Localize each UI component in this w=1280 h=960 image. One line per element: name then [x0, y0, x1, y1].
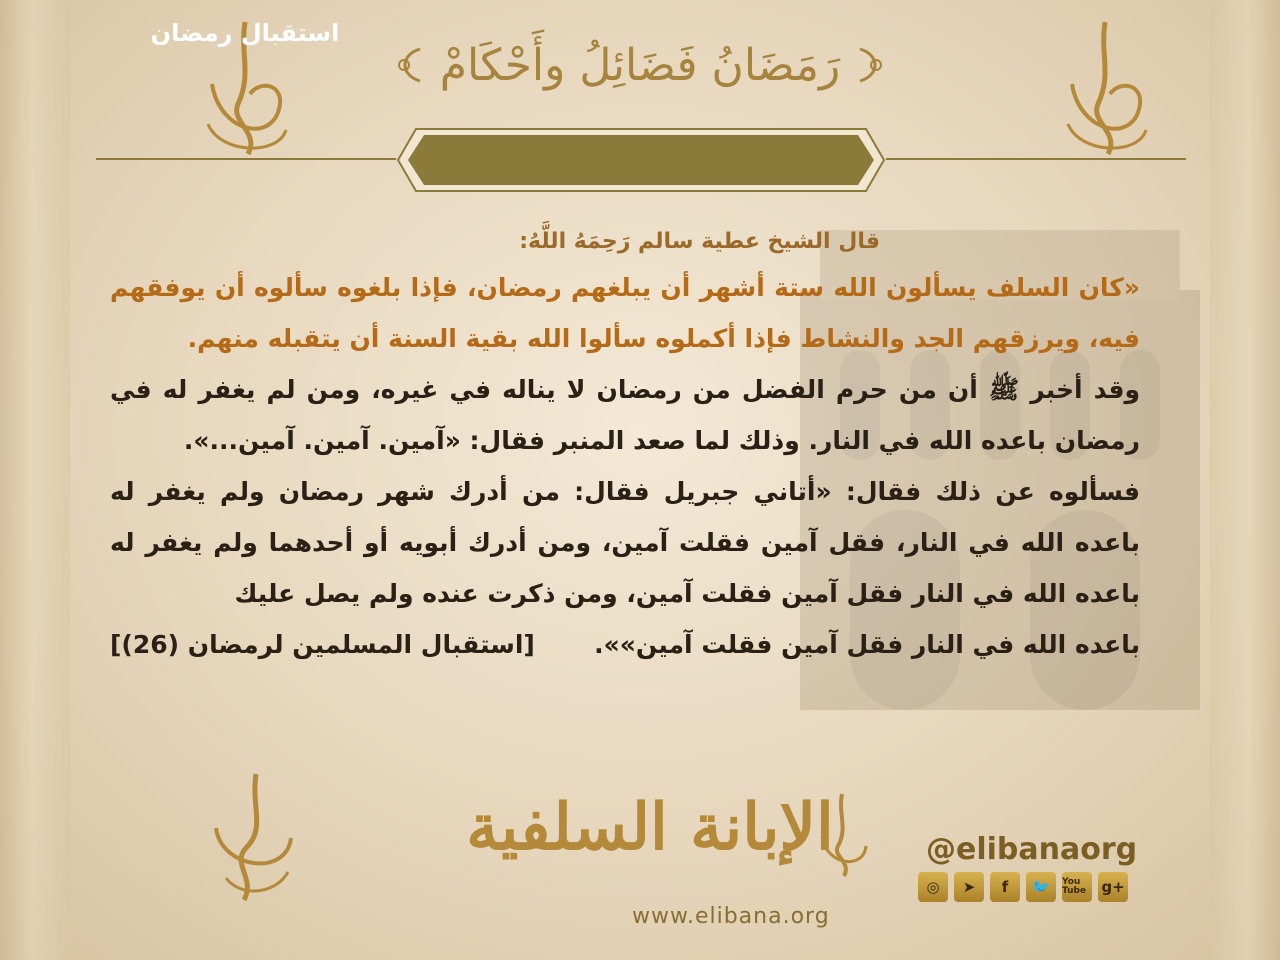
telegram-icon[interactable]: ➤	[954, 872, 984, 902]
social-icons-row	[918, 872, 1128, 902]
section-banner	[396, 127, 886, 193]
ramadan-calligraphy-icon	[196, 768, 306, 908]
ornament-bracket-right-icon	[854, 45, 890, 85]
attribution: قال الشيخ عطية سالم رَحِمَهُ اللَّهُ:	[519, 229, 880, 254]
social-handle[interactable]: @elibanaorg	[926, 832, 1138, 867]
elibana-logo-text: الإبانة السلفية	[466, 790, 834, 865]
source-citation: [استقبال المسلمين لرمضان (26)]	[110, 630, 535, 659]
article-body	[110, 222, 1140, 670]
page-title: رَمَضَانُ فَضَائِلُ وأَحْكَامْ	[439, 39, 841, 91]
instagram-icon[interactable]: ◎	[918, 872, 948, 902]
closing-line	[110, 619, 1140, 670]
banner-rule-right	[886, 158, 1186, 160]
scroll-edge-left	[0, 0, 70, 960]
website-url[interactable]: www.elibana.org	[632, 904, 830, 929]
section-heading: استقبال رمضان	[150, 19, 340, 47]
hadith-paragraph-2: فسألوه عن ذلك فقال: «أتاني جبريل فقال: من أدرك شهر رمضان ولم يغفر له باعده الله في النار، فقل آمين فقلت آمين، ومن أدرك أبويه أو أحدهما ولم يغفر له باعده الله في النار فقل آمين فقلت آمين، ومن ذكرت عنده ولم يصل عليك	[110, 477, 1140, 608]
closing-text: باعده الله في النار فقل آمين فقلت آمين»».	[594, 630, 1140, 659]
hadith-paragraph-1: وقد أخبر ﷺ أن من حرم الفضل من رمضان لا يناله في غيره، ومن لم يغفر له في رمضان باعده الله في النار. وذلك لما صعد المنبر فقال: «آمين. آمين. آمين...».	[110, 375, 1140, 455]
elibana-logo-emblem-icon	[812, 790, 872, 880]
facebook-icon[interactable]: f	[990, 872, 1020, 902]
youtube-icon[interactable]: You Tube	[1062, 872, 1092, 902]
elibana-calligraphy-emblem-right	[1050, 14, 1160, 164]
banner-rule-left	[96, 158, 396, 160]
twitter-icon[interactable]: 🐦	[1026, 872, 1056, 902]
salaf-quote: «كان السلف يسألون الله ستة أشهر أن يبلغهم رمضان، فإذا بلغوه سألوه أن يوفقهم فيه، ويرزقهم الجد والنشاط فإذا أكملوه سألوا الله بقية السنة أن يتقبله منهم.	[110, 273, 1140, 353]
googleplus-icon[interactable]: g+	[1098, 872, 1128, 902]
